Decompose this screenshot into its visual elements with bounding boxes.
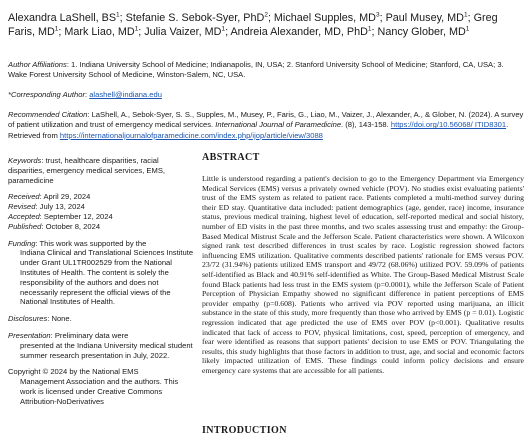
author-name: ; Nancy Glober, MD: [371, 26, 466, 38]
author-name: ; Paul Musey, MD: [379, 12, 464, 24]
presentation-text: : Preliminary data were: [50, 330, 129, 340]
received-value: : April 29, 2024: [39, 192, 91, 202]
author-name: ; Mark Liao, MD: [58, 26, 135, 38]
abstract-section: [202, 152, 524, 375]
accepted-label: Accepted: [8, 211, 40, 221]
published-value: : October 8, 2024: [41, 221, 101, 231]
keywords: [8, 156, 194, 185]
author-name: Alexandra LaShell, BS: [8, 12, 117, 24]
citation-text: . (8), 143-158.: [341, 120, 391, 130]
abstract-heading: ABSTRACT: [202, 152, 260, 163]
accepted-date: [8, 212, 194, 222]
received-label: Received: [8, 192, 40, 202]
author-name: ; Greg Faris, MD: [8, 12, 498, 38]
affiliation-marker: 3: [375, 11, 380, 19]
funding-label: Funding: [8, 238, 36, 248]
author-name: ; Andreia Alexander, MD, PhD: [225, 26, 368, 38]
journal-name: International Journal of Paramedicine: [215, 120, 342, 130]
author-name: ; Michael Supples, MD: [267, 12, 376, 24]
presentation-label: Presentation: [8, 330, 51, 340]
presentation: [8, 331, 194, 360]
received-date: [8, 192, 194, 202]
article-info-sidebar: [8, 156, 194, 414]
copyright-text: Copyright © 2024 by the National EMS: [8, 367, 139, 377]
doi-link[interactable]: https://doi.org/10.56068/ ITID8301: [390, 120, 507, 130]
article-url-link[interactable]: https://internationaljournalofparamedicine.com/index.php/ijop/article/view/3088: [59, 130, 323, 140]
affiliations-text: : 1. Indiana University School of Medicine; Indianapolis, IN, USA; 2. Stanford University School of Medicine; Stanford, CA, USA; 3. Wake Forest University School of Medicine, Winston-Salem, NC, USA.: [8, 60, 504, 80]
revised-value: : July 13, 2024: [35, 202, 85, 212]
affiliation-marker: 1: [367, 25, 372, 33]
citation-text: : LaShell, A., Sebok-Syer, S. S., Supples, M., Musey, P., Faris, G., Liao, M., Vaizer, J., Alexander, A., & Glober, N. (2024). A survey of patient utilization and trust of emergency medical services.: [8, 110, 524, 130]
affiliation-marker: 2: [264, 11, 268, 19]
accepted-value: : September 12, 2024: [39, 211, 113, 221]
citation-label: Recommended Citation: [8, 110, 88, 119]
email-link[interactable]: alashell@indiana.edu: [89, 90, 162, 99]
published-date: [8, 222, 194, 232]
author-name: ; Stefanie S. Sebok-Syer, PhD: [119, 12, 265, 24]
funding-text: : This work was supported by the: [35, 238, 147, 248]
keywords-label: Keywords: [8, 156, 42, 165]
copyright-text: Management Association and the authors. This work is licensed under Creative Commons Attribution-NoDerivatives: [20, 377, 179, 406]
abstract-body: Little is understood regarding a patient's decision to go to the Emergency Department via Emergency Medical Services (EMS) versus a privately owned vehicle (POV). No studies exist evaluating patients' trust of the EMS system as related to patient race. Patients completed a multi-method survey during their ED stay. Quantitative data included: patient demographics (age, gender, race) income, insurance status, previous medical training, highest level of education, self-reported medical and social history, number of ED visits in the past three months, and two scales assessing trust and empathy: the Group-Based Medical Mistrust Scale and the Jefferson Scale. Patient characteristics were shown. A Wilcoxon signed rank test described differences in trust scales by race. Logistic regression showed factors influencing EMS utilization. Qualitative comments described patients' rationale for EMS versus POV. 23/72 (31.94%) patients utilized EMS transport and 49/72 (68.06%) utilized POV. 59.09% of patients self-identified as Black and 40.91% self-identified as White. The Group-Based Medical Mistrust Scale found Black patients had less trust in the EMS system (p=0.0001), while the Jefferson Scale of Patient Perception of Physician Empathy showed no significant difference in patient perceptions of EMS provider empathy (p=0.608). Patients who arrived via POV reported using marijuana, an illicit substance in the state of this study, more frequently than those who arrived by EMS (p = 0.01). Logistic regression indicated that age predicted the use of EMS over POV (p<0.001). Qualitative results indicated that lack of access to POV, physical limitations, cost, speed, perception of emergency, and fear were identified as reasons that support patients' decision to use EMS or POV. Triangulating the results, this study highlights that those factors in addition to trust, age, and social and economic factors likely impacted utilization of EMS. These findings could inform policy decisions and ensure emergency care systems that are accessible for all patients.: [202, 174, 524, 375]
revised-label: Revised: [8, 202, 36, 212]
affiliation-marker: 1: [134, 25, 139, 33]
author-list: [8, 11, 524, 39]
author-name: ; Julia Vaizer, MD: [138, 26, 222, 38]
copyright: [8, 367, 194, 406]
recommended-citation: [8, 110, 524, 141]
author-affiliations: [8, 60, 524, 81]
published-label: Published: [8, 221, 42, 231]
affiliations-label: Author Affiliations: [8, 60, 67, 69]
funding-text: Indiana Clinical and Translational Sciences Institute under Grant UL1TR002529 from the National Institutes of Health. The content is solely the responsibility of the authors and does not necessarily represent the official views of the National Institutes of Health.: [20, 248, 194, 307]
presentation-text: presented at the Indiana University medical student summer research presentation in July, 2022.: [20, 340, 193, 360]
funding: [8, 239, 194, 308]
introduction-heading: INTRODUCTION: [202, 425, 287, 436]
keywords-text: : trust, healthcare disparities, racial disparities, emergency medical services, EMS, paramedicine: [8, 156, 165, 185]
disclosures-text: : None.: [47, 314, 72, 324]
affiliation-marker: 1: [116, 11, 120, 19]
corresponding-author: [8, 90, 524, 100]
affiliation-marker: 1: [465, 25, 470, 33]
citation-text: . Retrieved from: [8, 120, 509, 140]
disclosures-label: Disclosures: [8, 314, 48, 324]
affiliation-marker: 1: [54, 25, 59, 33]
separator: :: [84, 90, 90, 99]
article-dates: [8, 192, 194, 231]
corresponding-label: *Corresponding Author: [8, 90, 85, 99]
disclosures: [8, 314, 194, 324]
affiliation-marker: 1: [221, 25, 226, 33]
affiliation-marker: 1: [463, 11, 468, 19]
revised-date: [8, 202, 194, 212]
